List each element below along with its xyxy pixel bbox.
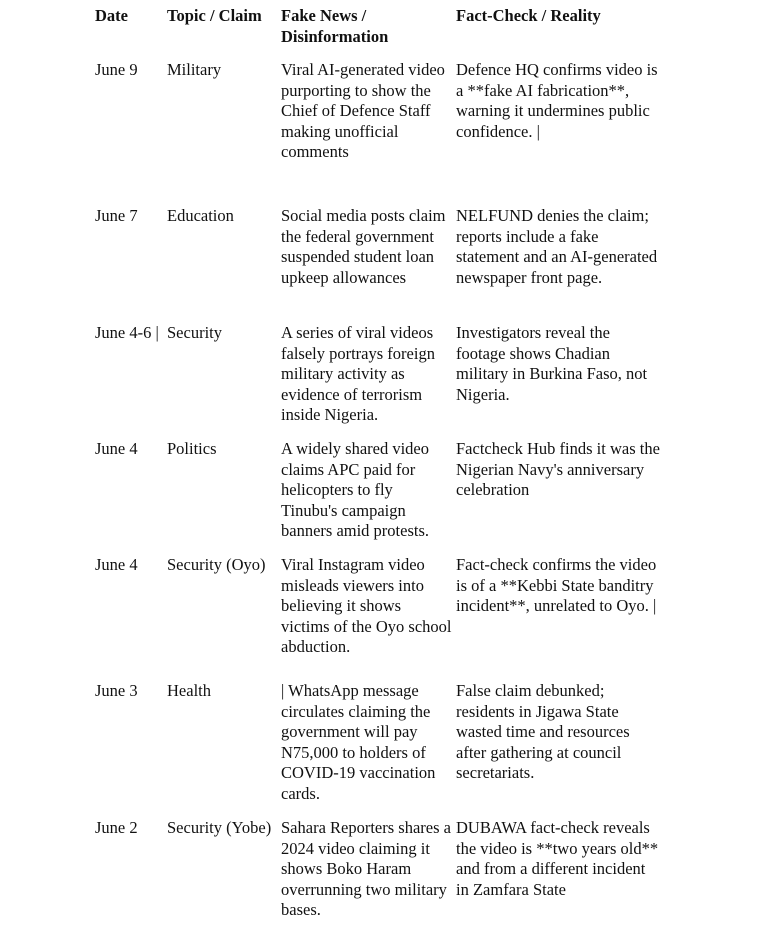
cell-fake-news: | WhatsApp message circulates claiming the government will pay N75,000 to holders of COVID-19 vaccination cards. [281,681,436,803]
cell-date: June 9 [95,60,138,79]
header-fact-check: Fact-Check / Reality [456,6,601,25]
cell-date: June 2 [95,818,138,837]
cell-date: June 4-6 | [95,323,159,342]
cell-topic: Security (Yobe) [167,818,272,837]
cell-date: June 7 [95,206,138,225]
cell-fact-check: NELFUND denies the claim; reports include a fake statement and an AI-generated newspaper front page. [456,206,658,287]
cell-fact-check: Defence HQ confirms video is a **fake AI fabrication**, warning it undermines public confidence. | [456,60,658,141]
cell-date: June 4 [95,555,138,574]
cell-fact-check: Factcheck Hub finds it was the Nigerian Navy's anniversary celebration [456,439,660,500]
cell-topic: Health [167,681,211,700]
cell-fact-check: False claim debunked; residents in Jigawa State wasted time and resources after gathering at council secretariats. [456,681,630,783]
cell-topic: Education [167,206,234,225]
cell-topic: Politics [167,439,217,458]
cell-topic: Military [167,60,222,79]
header-topic: Topic / Claim [167,6,262,25]
cell-date: June 3 [95,681,138,700]
cell-fact-check: Fact-check confirms the video is of a **Kebbi State banditry incident**, unrelated to Oyo. | [456,555,657,616]
cell-date: June 4 [95,439,138,458]
header-date: Date [95,6,128,25]
cell-fact-check: Investigators reveal the footage shows Chadian military in Burkina Faso, not Nigeria. [456,323,648,404]
cell-fake-news: Social media posts claim the federal government suspended student loan upkeep allowances [281,206,446,287]
header-fake-news: Fake News / Disinformation [281,6,389,46]
cell-fake-news: Sahara Reporters shares a 2024 video claiming it shows Boko Haram overrunning two military bases. [281,818,451,920]
cell-fake-news: Viral AI-generated video purporting to show the Chief of Defence Staff making unofficial comments [281,60,445,162]
cell-fake-news: A widely shared video claims APC paid for helicopters to fly Tinubu's campaign banners amid protests. [281,439,430,541]
cell-fact-check: DUBAWA fact-check reveals the video is **two years old** and from a different incident in Zamfara State [456,818,659,899]
cell-topic: Security (Oyo) [167,555,266,574]
cell-fake-news: A series of viral videos falsely portrays foreign military activity as evidence of terrorism inside Nigeria. [281,323,435,425]
cell-topic: Security [167,323,222,342]
cell-fake-news: Viral Instagram video misleads viewers into believing it shows victims of the Oyo school abduction. [281,555,452,657]
